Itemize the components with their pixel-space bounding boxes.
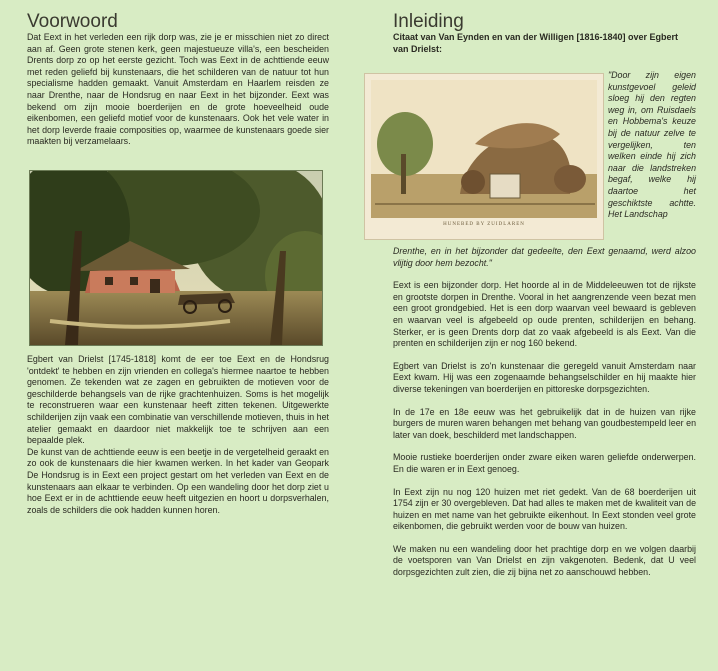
inleiding-para-6: We maken nu een wandeling door het prachtige dorp en we volgen daarbij de voetsporen van Van Drielst en zijn vakgenoten. Bedenk, dat U veel dorpsgezichten zult zien, die zij bijna net zo aanschouwd hebben. xyxy=(393,543,696,578)
inleiding-para-1: Eext is een bijzonder dorp. Het hoorde al in de Middeleeuwen tot de rijkste en grootste dorpen in Drenthe. Vooral in het aangrenzende veen bezat men een groot grondgebied. Het is een dorp waarvan veel bewaard is gebleven en waarvan veel is afgebeeld op oude prenten, schilderijen en behang. Sterker, er is geen Drents dorp dat zo vaak afgebeeld is als Eext. Van die prenten en schilderijen zijn er nog 160 bekend. xyxy=(393,280,696,349)
inleiding-column xyxy=(393,0,696,578)
inleiding-title: Inleiding xyxy=(393,11,464,32)
voorwoord-body-2: De kunst van de achttiende eeuw is een beetje in de vergetelheid geraakt en zo ook de kunstenaars die hier kwamen werken. In het kader van Geopark De Hondsrug is in Eext een project gestart om het verleden van Eext en de kunstenaars aan elkaar te verbinden. Op een wandeling door het dorp ziet u hoe Eext er in de achttiende eeuw heeft uitgezien en hoort u dorpsverhalen, zoals de schilders die ook hadden kunnen horen. xyxy=(27,446,329,515)
inleiding-para-4: Mooie rustieke boerderijen onder zware eiken waren geliefde onderwerpen. En die waren er in Eext genoeg. xyxy=(393,452,696,474)
farm-painting-illustration xyxy=(30,171,322,345)
hunebed-illustration xyxy=(365,74,603,239)
farm-painting xyxy=(29,170,323,346)
quote-side: "Door zijn eigen kunstgevoel geleid sloeg hij den regten weg in, om Ruisdaels en Hobbema's keuze bij de natuur zelve te vergelijken, ten welken einde hij zich naar die landstreken begaf, welke hij daartoe het geschiktste achtte. Het Landschap xyxy=(608,70,696,220)
voorwoord-column xyxy=(27,0,329,515)
voorwoord-title: Voorwoord xyxy=(27,11,118,32)
hunebed-print xyxy=(364,73,604,240)
inleiding-subtitle: Citaat van Van Eynden en van der Willigen [1816-1840] over Egbert van Drielst: xyxy=(393,32,679,54)
hunebed-caption: HUNEBED BY ZUIDLAREN xyxy=(443,222,525,227)
inleiding-para-2: Egbert van Drielst is zo'n kunstenaar die geregeld vanuit Amsterdam naar Eext kwam. Hij was een zogenaamde behangselschilder en hij maakte hier diverse tekeningen van boerderijen en pittoreske dorpsgezichten. xyxy=(393,360,696,394)
inleiding-para-5: In Eext zijn nu nog 120 huizen met riet gedekt. Van de 68 boerderijen uit 1754 zijn er 30 overgebleven. Dat had alles te maken met de kwaliteit van de huizen en met name van het gebruikte eikenhout. In Eext stonden veel grote eikenbomen, die gebruikt werden voor de bouw van huizen. xyxy=(393,486,696,532)
voorwoord-body-1: Egbert van Drielst [1745-1818] komt de eer toe Eext en de Hondsrug 'ontdekt' te hebben en zijn vrienden en collega's hiermee naartoe te hebben genomen. Ze tekenden wat ze zagen en gebruikten de motieven voor de geschilderde behangsels van de rijke grachtenhuizen. Soms is het mogelijk te reconstrueren waar een kunstenaar heeft zitten tekenen. Uitgewerkte schilderijen zijn vaak een combinatie van verschillende motieven, thuis in het atelier gemaakt en daardoor niet makkelijk toe te schrijven aan een bepaalde plek. xyxy=(27,354,329,446)
inleiding-para-3: In de 17e en 18e eeuw was het gebruikelijk dat in de huizen van rijke burgers de muren waren behangen met behang van goudbestempeld leer en later van doek, beschilderd met landschappen. xyxy=(393,406,696,440)
quote-rest: Drenthe, en in het bijzonder dat gedeelte, den Eext genaamd, werd alzoo vlijtig door hem bezocht." xyxy=(393,246,696,268)
voorwoord-intro: Dat Eext in het verleden een rijk dorp was, zie je er misschien niet zo direct aan af. Geen grote stenen kerk, geen majestueuze villa's, een bescheiden Drents dorp zo op het eerste gezicht. Toch was Eext in de achttiende eeuw met reden geliefd bij kunstenaars, die het schilderen van de natuur tot hun specialisme hadden gemaakt. Vanuit Amsterdam en Haarlem reisden ze naar Drenthe, naar de Hondsrug en naar Eext in het bijzonder. Eext was bekend om zijn mooie boerderijen en de grote hoeveelheid oude eikenbomen, een geliefd motief voor de kunstenaars. Ook het vele water in het dorp leverde fraaie composities op, waarmee de kunstenaars goede sier maakten bij verzamelaars. xyxy=(27,32,329,147)
